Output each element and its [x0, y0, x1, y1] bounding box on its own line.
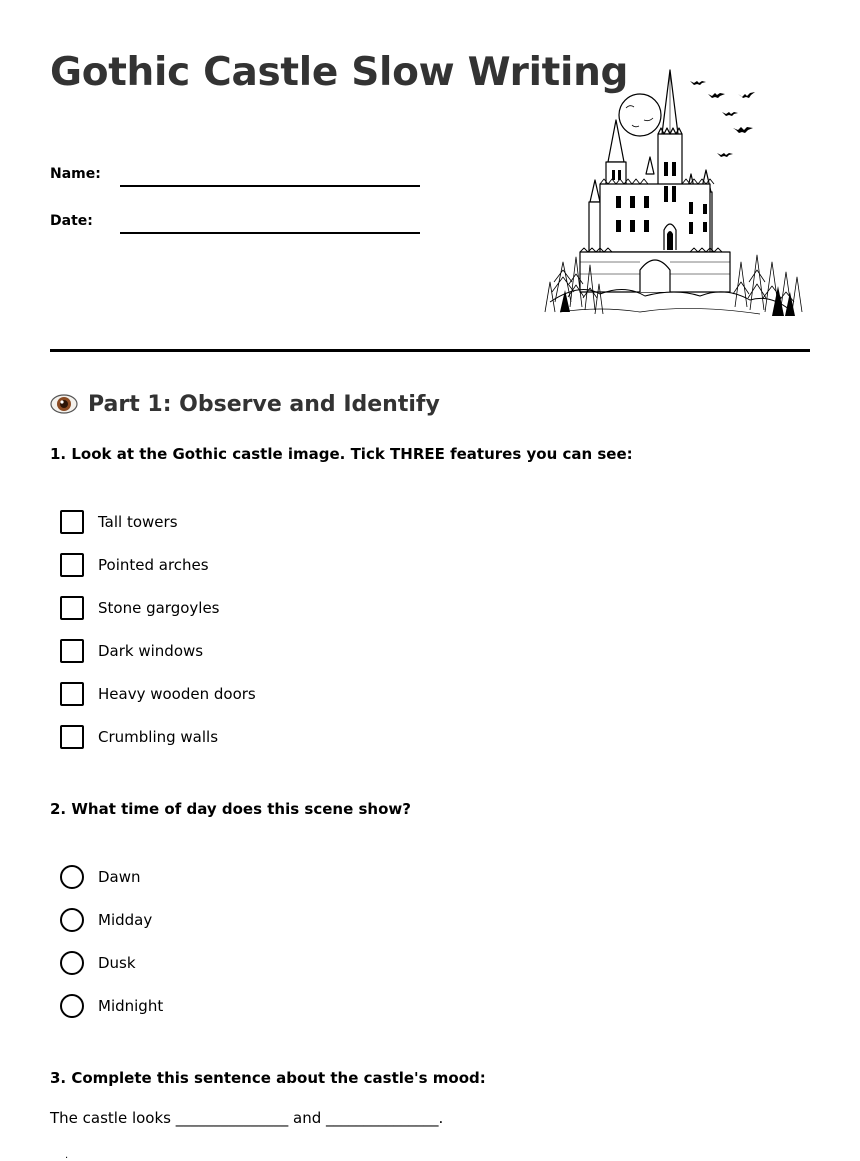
option-label: Midday: [98, 911, 153, 929]
radio-button[interactable]: [60, 908, 84, 932]
option-dark-windows[interactable]: [60, 639, 203, 663]
bats-icon: [690, 81, 755, 157]
option-label: Pointed arches: [98, 556, 209, 574]
part1-header: [50, 388, 440, 420]
radio-button[interactable]: [60, 865, 84, 889]
option-label: Dusk: [98, 954, 136, 972]
radio-button[interactable]: [60, 994, 84, 1018]
option-label: Crumbling walls: [98, 728, 219, 746]
option-midnight[interactable]: [60, 994, 163, 1018]
option-heavy-wooden-doors[interactable]: [60, 682, 256, 706]
section-divider: [50, 349, 810, 352]
moon-icon: [619, 94, 661, 136]
question-2: 2. What time of day does this scene show?: [50, 800, 411, 818]
option-dusk[interactable]: [60, 951, 136, 975]
option-crumbling-walls[interactable]: [60, 725, 218, 749]
option-label: Stone gargoyles: [98, 599, 220, 617]
date-line[interactable]: [120, 232, 420, 234]
option-label: Heavy wooden doors: [98, 685, 256, 703]
option-label: Dawn: [98, 868, 141, 886]
radio-button[interactable]: [60, 951, 84, 975]
option-pointed-arches[interactable]: [60, 553, 209, 577]
page-title: Gothic Castle Slow Writing: [50, 50, 629, 95]
name-label: Name:: [50, 166, 101, 182]
question-3: 3. Complete this sentence about the castle's mood:: [50, 1069, 486, 1087]
name-field[interactable]: [50, 166, 420, 186]
checkbox[interactable]: [60, 510, 84, 534]
checkbox[interactable]: [60, 725, 84, 749]
date-label: Date:: [50, 213, 93, 229]
gothic-castle-illustration: [540, 62, 810, 317]
option-dawn[interactable]: [60, 865, 141, 889]
stray-mark: .: [65, 1150, 69, 1161]
checkbox[interactable]: [60, 596, 84, 620]
checkbox[interactable]: [60, 553, 84, 577]
option-label: Midnight: [98, 997, 164, 1015]
option-label: Tall towers: [98, 513, 178, 531]
name-line[interactable]: [120, 185, 420, 187]
checkbox[interactable]: [60, 639, 84, 663]
date-field[interactable]: [50, 213, 420, 233]
option-label: Dark windows: [98, 642, 204, 660]
eye-emoji-icon: [50, 393, 78, 415]
option-tall-towers[interactable]: [60, 510, 178, 534]
option-midday[interactable]: [60, 908, 152, 932]
mood-sentence[interactable]: The castle looks _______________ and _______________.: [50, 1109, 444, 1127]
part1-title: Part 1: Observe and Identify: [88, 391, 440, 417]
checkbox[interactable]: [60, 682, 84, 706]
option-stone-gargoyles[interactable]: [60, 596, 220, 620]
question-1: 1. Look at the Gothic castle image. Tick THREE features you can see:: [50, 445, 633, 463]
